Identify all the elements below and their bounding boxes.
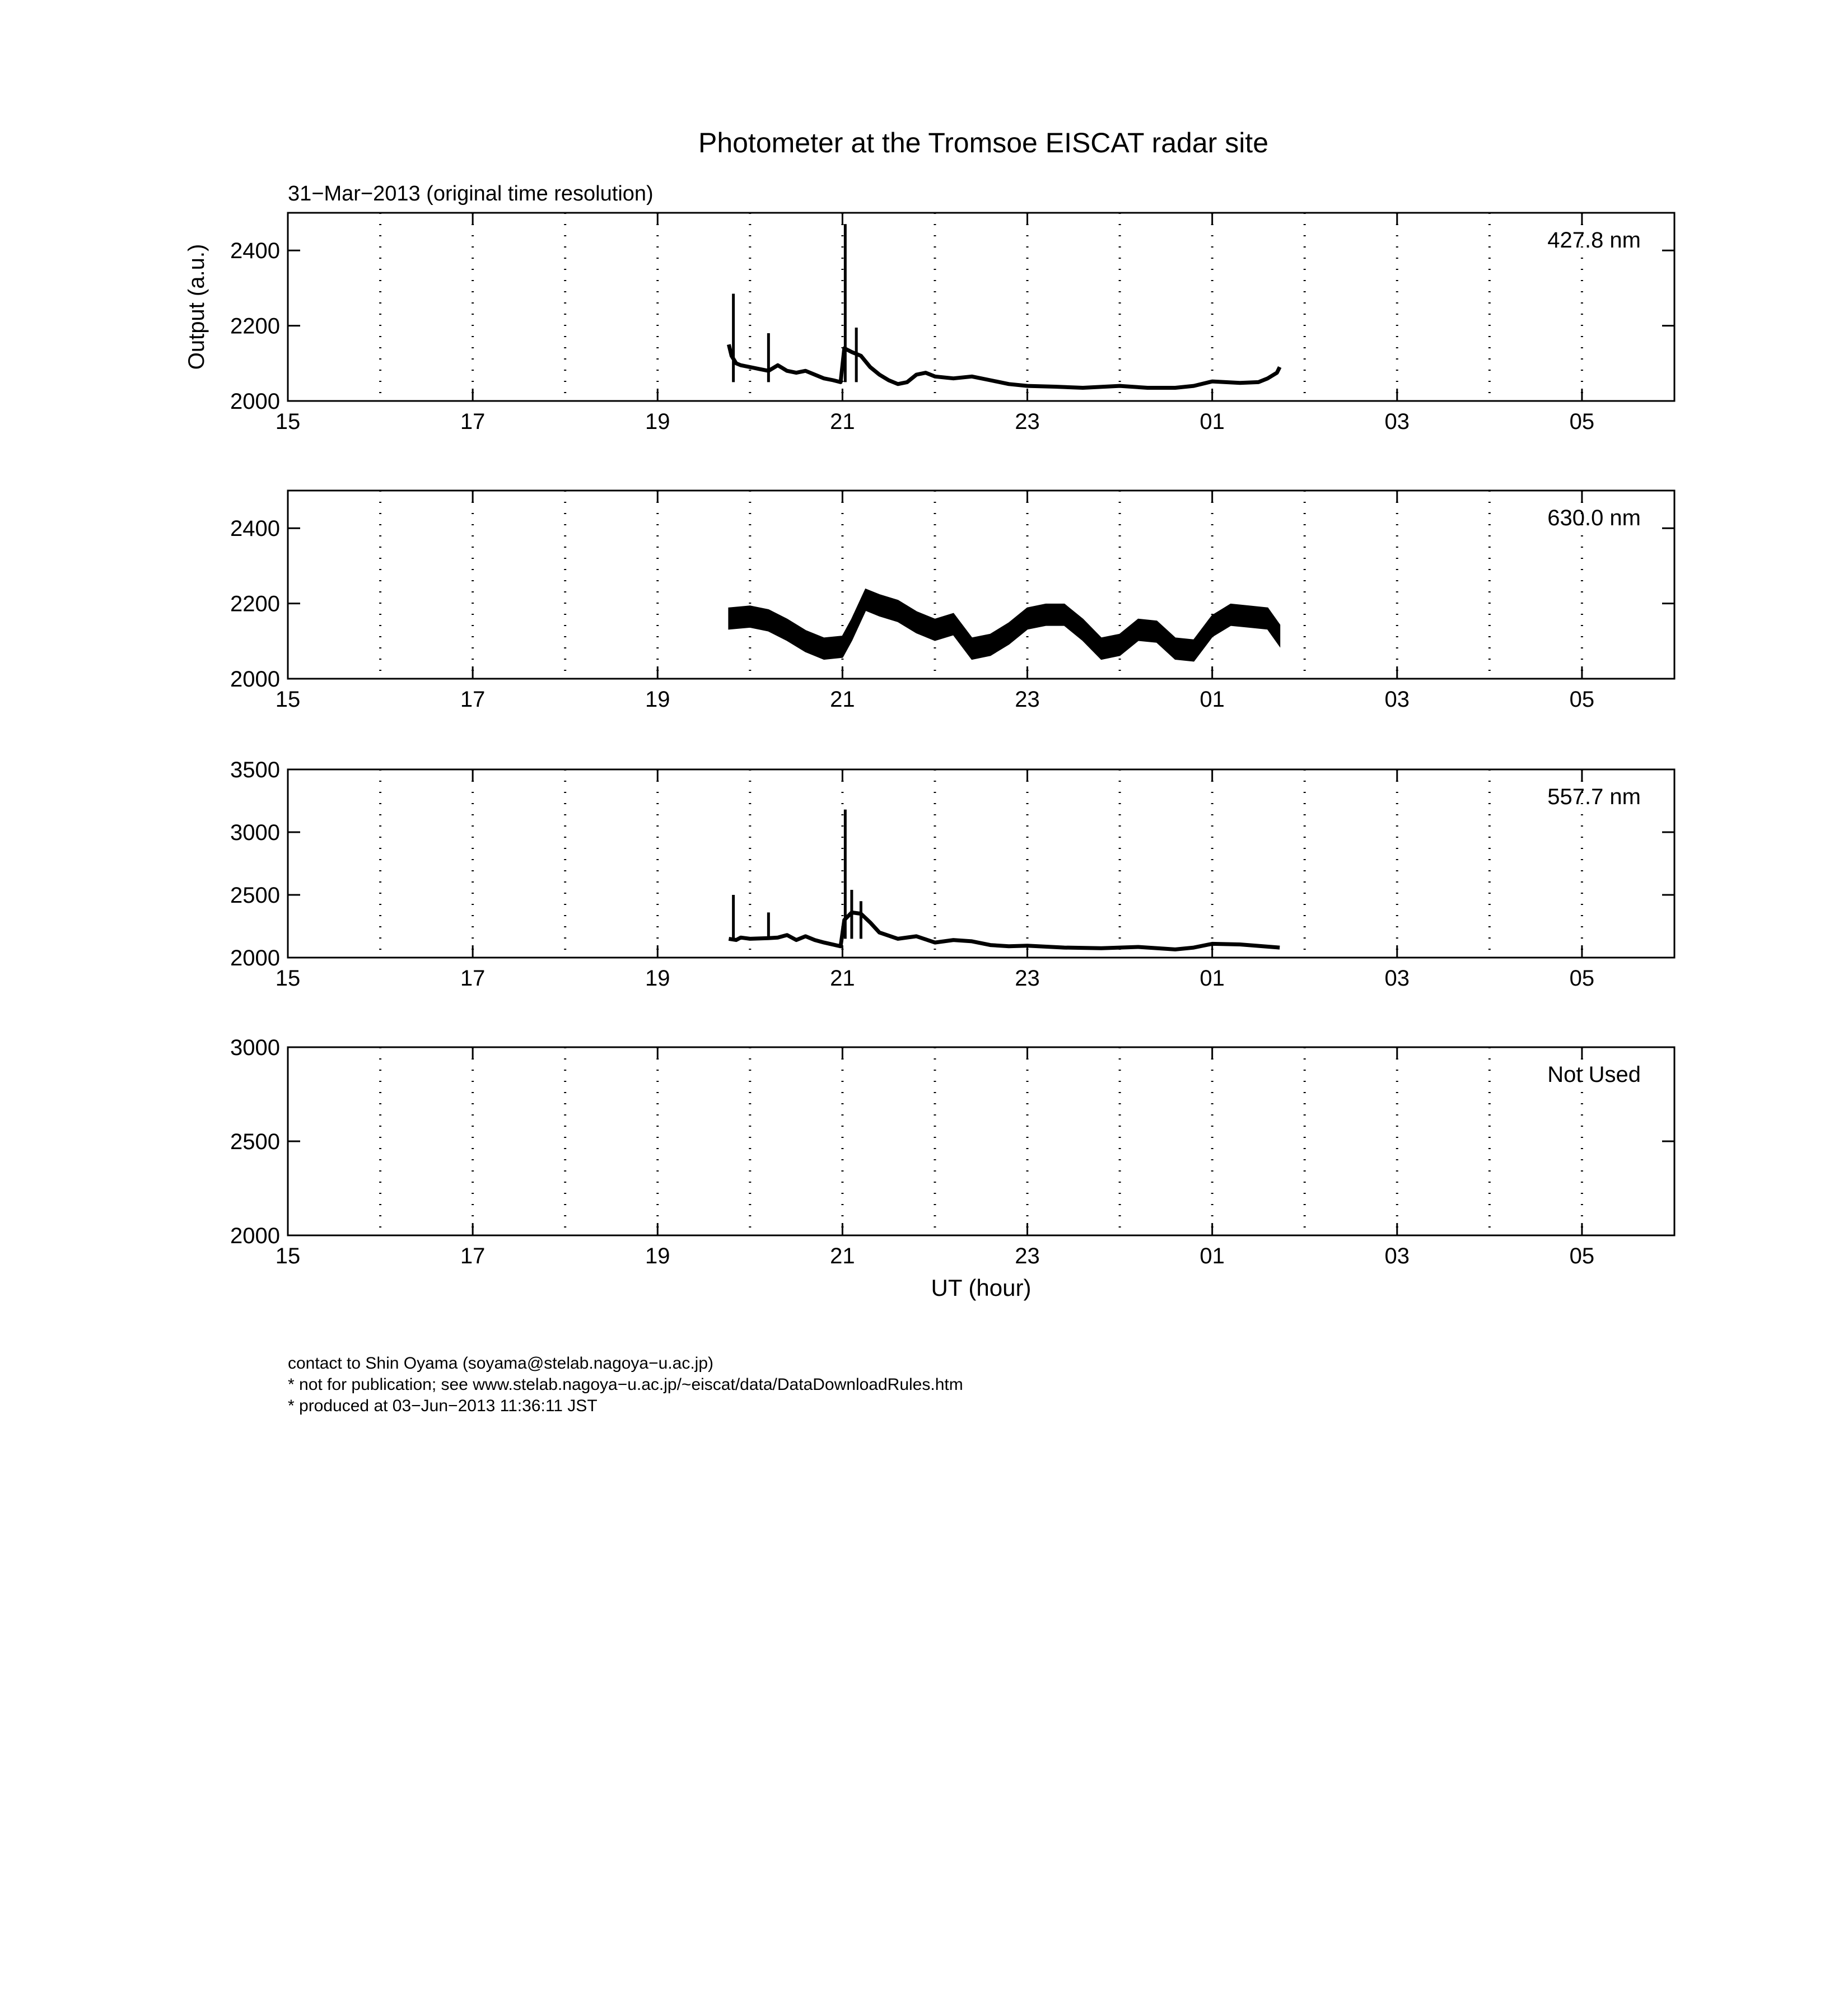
- x-tick-label: 21: [830, 687, 855, 712]
- plot-frame: [288, 769, 1674, 958]
- figure-title: Photometer at the Tromsoe EISCAT radar site: [698, 127, 1269, 158]
- x-tick-label: 15: [275, 687, 301, 712]
- x-tick-label: 01: [1200, 966, 1225, 991]
- x-tick-label: 05: [1569, 1244, 1595, 1268]
- x-tick-label: 05: [1569, 409, 1595, 434]
- y-tick-label: 3000: [230, 820, 280, 845]
- x-tick-label: 01: [1200, 409, 1225, 434]
- x-tick-label: 03: [1384, 966, 1410, 991]
- y-tick-label: 2400: [230, 516, 280, 542]
- panels-group: [184, 213, 1674, 1301]
- panel-1: [184, 213, 1674, 434]
- x-tick-label: 21: [830, 966, 855, 991]
- y-tick-label: 2400: [230, 239, 280, 264]
- x-tick-label: 19: [645, 409, 670, 434]
- y-tick-label: 3500: [230, 758, 280, 782]
- x-tick-label: 17: [460, 966, 486, 991]
- plot-frame: [288, 213, 1674, 401]
- x-tick-label: 15: [275, 1244, 301, 1268]
- panel-4: [230, 1035, 1674, 1301]
- x-tick-label: 23: [1015, 409, 1040, 434]
- series-band: [729, 589, 1280, 661]
- y-tick-label: 2200: [230, 591, 280, 617]
- x-tick-label: 17: [460, 687, 486, 712]
- x-tick-label: 01: [1200, 1244, 1225, 1268]
- x-tick-label: 19: [645, 1244, 670, 1268]
- y-tick-label: 2000: [230, 1224, 280, 1248]
- panel-3: [230, 758, 1674, 991]
- x-tick-label: 05: [1569, 966, 1595, 991]
- panel-2: [230, 491, 1674, 712]
- series-line: [729, 912, 1280, 949]
- x-tick-label: 03: [1384, 1244, 1410, 1268]
- footer-publication-note: * not for publication; see www.stelab.nagoya−u.ac.jp/~eiscat/data/DataDownloadRules.htm: [288, 1375, 963, 1394]
- x-tick-label: 15: [275, 966, 301, 991]
- x-tick-label: 23: [1015, 966, 1040, 991]
- y-tick-label: 2500: [230, 883, 280, 908]
- x-tick-label: 05: [1569, 687, 1595, 712]
- y-tick-label: 2000: [230, 667, 280, 692]
- x-tick-label: 23: [1015, 687, 1040, 712]
- x-tick-label: 17: [460, 409, 486, 434]
- x-tick-label: 17: [460, 1244, 486, 1268]
- x-tick-label: 03: [1384, 687, 1410, 712]
- x-tick-label: 15: [275, 409, 301, 434]
- x-tick-label: 19: [645, 687, 670, 712]
- figure-subtitle: 31−Mar−2013 (original time resolution): [288, 182, 654, 206]
- y-tick-label: 2200: [230, 314, 280, 339]
- x-tick-label: 23: [1015, 1244, 1040, 1268]
- x-tick-label: 21: [830, 1244, 855, 1268]
- panel-label: 427.8 nm: [1547, 228, 1641, 253]
- panel-label: 557.7 nm: [1547, 785, 1641, 809]
- y-tick-label: 2000: [230, 389, 280, 414]
- x-tick-label: 19: [645, 966, 670, 991]
- panel-label: Not Used: [1547, 1062, 1641, 1087]
- x-tick-label: 03: [1384, 409, 1410, 434]
- x-axis-label: UT (hour): [931, 1275, 1032, 1301]
- y-tick-label: 3000: [230, 1035, 280, 1060]
- series-line: [729, 344, 1280, 388]
- y-tick-label: 2500: [230, 1130, 280, 1154]
- x-tick-label: 21: [830, 409, 855, 434]
- panel-label: 630.0 nm: [1547, 506, 1641, 530]
- footer-contact: contact to Shin Oyama (soyama@stelab.nagoya−u.ac.jp): [288, 1354, 714, 1373]
- plot-frame: [288, 1047, 1674, 1235]
- y-axis-label: Output (a.u.): [184, 244, 209, 370]
- x-tick-label: 01: [1200, 687, 1225, 712]
- footer-produced-at: * produced at 03−Jun−2013 11:36:11 JST: [288, 1397, 598, 1415]
- y-tick-label: 2000: [230, 946, 280, 970]
